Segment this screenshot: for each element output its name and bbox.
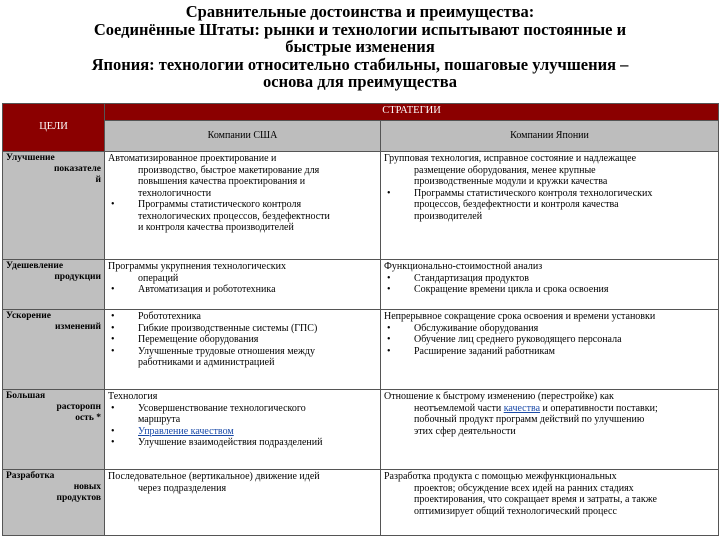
strategy-text: Робототехника xyxy=(138,311,201,322)
goal-cell xyxy=(3,152,105,260)
bullet-icon: • xyxy=(387,345,391,357)
goal-text: й xyxy=(95,175,101,185)
bullet-item xyxy=(108,199,377,211)
strategy-text: и контроля качества производителей xyxy=(138,222,294,233)
table-row xyxy=(3,260,719,310)
strategy-text: операций xyxy=(138,272,179,284)
strategy-text: маршрута xyxy=(138,414,181,425)
usa-strategy-cell xyxy=(105,470,381,536)
strategy-text-with-link xyxy=(384,403,715,415)
bullet-icon: • xyxy=(111,437,115,448)
goal-text: Разработка xyxy=(6,471,55,481)
bullet-item xyxy=(384,323,715,335)
usa-strategy-cell xyxy=(105,152,381,260)
strategy-text: Улучшенные трудовые отношения между xyxy=(138,345,315,357)
strategy-text: Отношение к быстрому изменению (перестройке) как xyxy=(384,391,614,402)
bullet-icon: • xyxy=(111,345,115,357)
goal-text: изменений xyxy=(55,322,101,332)
table-row xyxy=(3,390,719,470)
bullet-item xyxy=(384,273,715,285)
table-row xyxy=(3,310,719,390)
strategy-text: технологичности xyxy=(138,187,212,199)
strategy-text: оптимизирует общий технологический процесс xyxy=(414,505,617,517)
goal-cell xyxy=(3,260,105,310)
strategy-text: Последовательное (вертикальное) движение идей xyxy=(108,471,320,482)
title-line-4: Япония: технологии относительно стабильны, пошаговые улучшения – xyxy=(91,54,629,74)
bullet-icon: • xyxy=(111,284,115,295)
header-japan: Компании Японии xyxy=(381,121,719,152)
goal-cell xyxy=(3,310,105,390)
bullet-icon: • xyxy=(387,187,391,199)
strategy-text: Гибкие производственные системы (ГПС) xyxy=(138,322,318,334)
bullet-item xyxy=(108,284,377,296)
goal-text: новых xyxy=(73,482,101,492)
strategy-text: Программы укрупнения технологических xyxy=(108,261,287,272)
strategy-text: Улучшение взаимодействия подразделений xyxy=(138,437,323,448)
strategy-text: Автоматизированное проектирование и xyxy=(108,153,277,164)
goal-text: расторопн xyxy=(56,402,101,412)
goal-cell xyxy=(3,390,105,470)
strategy-text: побочный продукт программ действий по улучшению xyxy=(414,414,645,425)
bullet-icon: • xyxy=(387,322,391,334)
table-row xyxy=(3,470,719,536)
bullet-item xyxy=(108,346,377,358)
bullet-item xyxy=(384,334,715,346)
strategy-text: размещение оборудования, менее крупные xyxy=(414,164,596,176)
usa-strategy-cell xyxy=(105,310,381,390)
title-line-5: основа для преимущества xyxy=(263,72,457,91)
strategy-text: Групповая технология, исправное состояние и надлежащее xyxy=(384,153,637,164)
bullet-icon: • xyxy=(111,322,115,334)
bullet-item xyxy=(108,437,377,449)
bullet-item xyxy=(108,403,377,415)
header-goals: ЦЕЛИ xyxy=(3,104,105,152)
strategy-text: работниками и администрацией xyxy=(138,357,275,368)
title-line-2: Соединённые Штаты: рынки и технологии испытывают постоянные и xyxy=(93,19,627,39)
bullet-item xyxy=(384,346,715,358)
strategy-text: Обучение лиц среднего руководящего персонала xyxy=(414,334,622,345)
bullet-item xyxy=(108,311,377,323)
slide-title xyxy=(0,3,720,91)
goal-text: Улучшение xyxy=(6,153,55,163)
strategy-text: и оперативности поставки; xyxy=(540,402,658,414)
bullet-item xyxy=(384,284,715,296)
goal-text: Ускорение xyxy=(6,311,51,321)
strategy-text: производство, быстрое макетирование для xyxy=(138,164,320,176)
bullet-item xyxy=(108,323,377,335)
strategy-text: через подразделения xyxy=(138,482,227,494)
strategy-text: Обслуживание оборудования xyxy=(414,322,539,334)
usa-strategy-cell xyxy=(105,390,381,470)
quality-management-link[interactable]: Управление качеством xyxy=(138,425,234,437)
strategy-text: технологических процессов, бездефектности xyxy=(138,210,330,222)
japan-strategy-cell xyxy=(381,470,719,536)
strategy-text: производственные модули и кружки качества xyxy=(414,176,608,187)
quality-link[interactable]: качества xyxy=(503,402,541,414)
goal-text: Большая xyxy=(6,391,46,401)
bullet-item xyxy=(108,426,377,438)
strategy-text: Программы статистического контроля технологических xyxy=(414,187,653,199)
strategy-text: повышения качества проектирования и xyxy=(138,176,306,187)
japan-strategy-cell xyxy=(381,152,719,260)
bullet-icon: • xyxy=(111,199,115,210)
bullet-icon: • xyxy=(387,272,391,284)
goal-cell xyxy=(3,470,105,536)
comparison-table xyxy=(2,103,719,536)
header-strategies: СТРАТЕГИИ xyxy=(105,104,719,121)
goal-text: ость * xyxy=(75,413,101,423)
strategy-text: Разработка продукта с помощью межфункциональных xyxy=(384,471,617,482)
strategy-text: этих сфер деятельности xyxy=(414,425,516,437)
title-line-3: быстрые изменения xyxy=(285,37,435,56)
strategy-text: Сокращение времени цикла и срока освоения xyxy=(414,284,609,295)
table-row xyxy=(3,152,719,260)
japan-strategy-cell xyxy=(381,390,719,470)
strategy-text: Непрерывное сокращение срока освоения и времени установки xyxy=(384,311,656,322)
header-usa: Компании США xyxy=(105,121,381,152)
bullet-icon: • xyxy=(111,425,115,437)
strategy-text: проектирования, что сокращает время и затраты, а также xyxy=(414,494,657,505)
japan-strategy-cell xyxy=(381,310,719,390)
goal-text: Удешевление xyxy=(6,261,64,271)
goal-text: продукции xyxy=(54,272,101,282)
strategy-text: Стандартизация продуктов xyxy=(414,272,529,284)
strategy-text: процессов, бездефектности и контроля качества xyxy=(414,199,619,210)
strategy-text: проектов; обсуждение всех идей на ранних стадиях xyxy=(414,482,634,494)
strategy-text: Программы статистического контроля xyxy=(138,199,302,210)
bullet-item xyxy=(108,334,377,346)
strategy-text: Автоматизация и робототехника xyxy=(138,284,276,295)
bullet-icon: • xyxy=(387,284,391,295)
strategy-text: Усовершенствование технологического xyxy=(138,402,306,414)
usa-strategy-cell xyxy=(105,260,381,310)
bullet-icon: • xyxy=(111,334,115,345)
bullet-icon: • xyxy=(387,334,391,345)
strategy-text: Расширение заданий работникам xyxy=(414,345,555,357)
bullet-icon: • xyxy=(111,402,115,414)
strategy-text: Технология xyxy=(108,391,158,402)
goal-text: показателе xyxy=(53,164,101,174)
goal-text: продуктов xyxy=(56,493,101,503)
strategy-text: неотъемлемой части xyxy=(414,402,504,414)
strategy-text: Функционально-стоимостной анализ xyxy=(384,261,543,272)
bullet-item xyxy=(384,188,715,200)
japan-strategy-cell xyxy=(381,260,719,310)
title-line-1: Сравнительные достоинства и преимущества: xyxy=(185,2,535,21)
strategy-text: производителей xyxy=(414,210,483,222)
strategy-text: Перемещение оборудования xyxy=(138,334,259,345)
bullet-icon: • xyxy=(111,311,115,322)
